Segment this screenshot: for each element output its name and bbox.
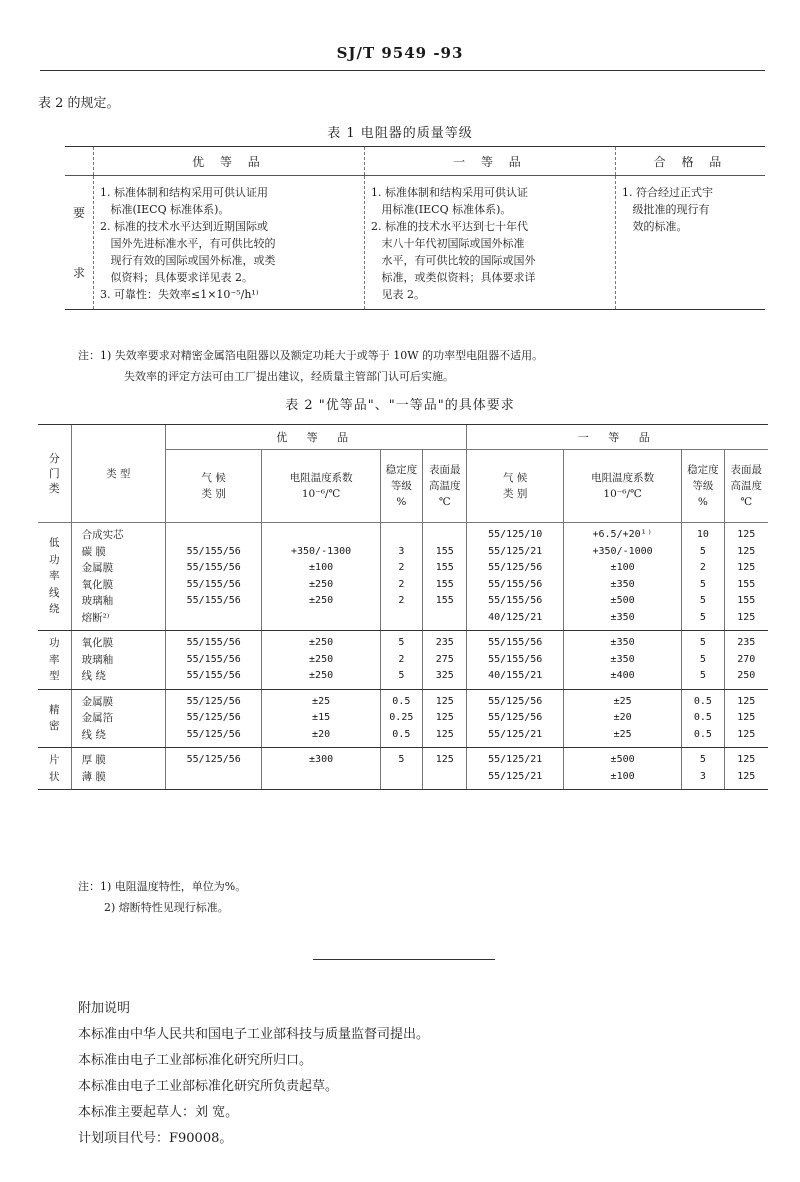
- side-label-bottom: 求: [72, 265, 85, 280]
- premium-climate-value: 55/155/56: [186, 637, 241, 648]
- first-tcr-value: ±500: [610, 595, 635, 606]
- resistor-type: 氧化膜: [81, 578, 114, 591]
- end-rule: [313, 959, 495, 960]
- premium-stability-value: 0.5: [392, 728, 411, 740]
- first-climate-cell: [467, 689, 564, 748]
- premium-temp-cell: [422, 523, 466, 631]
- group-premium: 优 等 品: [165, 425, 467, 450]
- requirement-line: 似资料；具体要求详见表 2。: [100, 271, 253, 284]
- first-tcr-cell: [563, 523, 681, 631]
- first-temp-value: 125: [737, 529, 756, 540]
- resistor-type: 碳 膜: [81, 545, 106, 558]
- first-tcr-value: ±100: [610, 562, 635, 573]
- resistor-type: 熔断²⁾: [81, 611, 110, 624]
- resistor-type: 氧化膜: [81, 637, 114, 649]
- first-tcr-cell: [563, 689, 681, 748]
- premium-stability-value: 3: [398, 545, 405, 557]
- first-tcr-value: ±350: [610, 578, 635, 590]
- premium-stability-cell: [380, 631, 422, 690]
- premium-stability-value: [381, 610, 422, 627]
- resistor-type: 薄 膜: [81, 770, 106, 783]
- premium-stability-value: 5: [398, 637, 405, 648]
- premium-temp-value: 235: [435, 637, 454, 648]
- premium-tcr-value: [262, 610, 379, 627]
- premium-temp-cell: [422, 689, 466, 748]
- premium-climate-value: 55/125/56: [186, 712, 241, 723]
- type-cell: [71, 631, 165, 690]
- first-temp-cell: [724, 523, 768, 631]
- premium-stability-value: [381, 527, 422, 544]
- first-stability-value: 5: [699, 653, 706, 665]
- premium-tcr-cell: [262, 523, 380, 631]
- first-climate-cell: [467, 523, 564, 631]
- premium-tcr-value: ±250: [309, 670, 334, 681]
- premium-temp-value: 155: [435, 595, 454, 606]
- first-tcr-value: ±500: [610, 754, 635, 765]
- first-climate-value: 55/125/21: [488, 728, 543, 740]
- requirement-line: 3. 可靠性：失效率≤1×10⁻⁵/h¹⁾: [100, 288, 259, 301]
- intro-text: 表 2 的规定。: [38, 96, 120, 111]
- premium-col-climate: 气 候 类 别: [165, 450, 262, 523]
- requirements-label: [65, 176, 94, 310]
- appendix-line: 本标准由电子工业部标准化研究所负责起草。: [78, 1079, 339, 1094]
- premium-col-tcr: 电阻温度系数 10⁻⁶/℃: [262, 450, 380, 523]
- table-row: [38, 748, 768, 790]
- premium-stability-value: [381, 769, 422, 786]
- first-stability-value: 0.5: [693, 695, 712, 707]
- resistor-type: 线 绕: [81, 670, 106, 682]
- premium-tcr-value: ±25: [312, 695, 331, 707]
- premium-temp-value: 125: [435, 728, 454, 740]
- first-climate-value: 40/155/21: [488, 670, 543, 681]
- category-label: 功 率 型: [38, 631, 71, 690]
- header-premium: 优 等 品: [94, 147, 365, 176]
- premium-climate-value: 55/155/56: [186, 562, 241, 573]
- premium-temp-value: 155: [435, 545, 454, 557]
- first-stability-cell: [682, 523, 724, 631]
- premium-stability-cell: [380, 689, 422, 748]
- premium-stability-value: 5: [398, 670, 405, 681]
- first-climate-value: 55/155/56: [488, 595, 543, 606]
- first-temp-value: 125: [737, 754, 756, 765]
- first-tcr-cell: [563, 748, 681, 790]
- resistor-type: 金属箔: [81, 712, 114, 724]
- first-stability-cell: [682, 631, 724, 690]
- requirement-line: 效的标准。: [622, 220, 688, 233]
- first-stability-value: 2: [699, 562, 706, 573]
- first-climate-value: 55/125/56: [488, 562, 543, 573]
- premium-climate-value: 55/155/56: [186, 670, 241, 681]
- premium-temp-value: [423, 610, 466, 627]
- premium-temp-value: 275: [435, 653, 454, 665]
- first-stability-value: 5: [699, 611, 706, 623]
- first-stability-value: 5: [699, 545, 706, 557]
- first-stability-cell: [682, 689, 724, 748]
- first-grade-requirements: [365, 176, 616, 310]
- premium-col-surface-temp: 表面最 高温度 ℃: [422, 450, 466, 523]
- premium-temp-value: 325: [435, 670, 454, 681]
- first-tcr-value: ±350: [610, 637, 635, 648]
- premium-tcr-value: [262, 769, 379, 786]
- first-tcr-cell: [563, 631, 681, 690]
- premium-temp-value: 125: [435, 695, 454, 707]
- requirement-line: 用标准(IECQ 标准体系)。: [371, 203, 512, 216]
- first-stability-value: 0.5: [693, 728, 712, 740]
- premium-climate-cell: [165, 631, 262, 690]
- premium-climate-value: [166, 610, 262, 627]
- premium-tcr-value: ±250: [309, 637, 334, 648]
- header-first-grade: 一 等 品: [365, 147, 616, 176]
- premium-stability-value: 2: [398, 578, 405, 590]
- col-type: 类 型: [71, 425, 165, 523]
- first-climate-cell: [467, 748, 564, 790]
- premium-stability-value: 0.5: [392, 695, 411, 707]
- first-climate-value: 55/125/21: [488, 754, 543, 765]
- type-cell: [71, 523, 165, 631]
- requirement-line: 国外先进标准水平，有可供比较的: [100, 237, 276, 250]
- requirement-line: 水平，有可供比较的国际或国外: [371, 254, 536, 267]
- premium-temp-value: [423, 527, 466, 544]
- first-climate-value: 55/125/21: [488, 545, 543, 557]
- appendix: [78, 996, 429, 1152]
- first-tcr-value: +350/-1000: [592, 545, 653, 557]
- first-temp-value: 155: [737, 595, 756, 606]
- table-row: [38, 523, 768, 631]
- first-temp-value: 125: [737, 611, 756, 623]
- first-temp-value: 125: [737, 545, 756, 557]
- premium-climate-value: [166, 527, 262, 544]
- premium-climate-cell: [165, 689, 262, 748]
- table1-notes: [78, 345, 543, 387]
- requirement-line: 末八十年代初国际或国外标准: [371, 237, 525, 250]
- table-row: [38, 631, 768, 690]
- table1-corner: [65, 147, 94, 176]
- premium-temp-value: 125: [435, 712, 454, 723]
- first-stability-value: 0.5: [693, 712, 712, 723]
- resistor-type: 金属膜: [81, 695, 114, 708]
- premium-climate-value: 55/155/56: [186, 545, 241, 557]
- first-stability-value: 5: [699, 637, 706, 648]
- appendix-line: 本标准主要起草人：刘 宽。: [78, 1105, 239, 1120]
- premium-stability-cell: [380, 748, 422, 790]
- premium-tcr-value: ±250: [309, 578, 334, 590]
- type-cell: [71, 689, 165, 748]
- first-climate-value: 55/125/10: [488, 529, 543, 540]
- premium-tcr-value: ±100: [309, 562, 334, 573]
- first-climate-cell: [467, 631, 564, 690]
- premium-tcr-cell: [262, 748, 380, 790]
- premium-climate-value: [166, 769, 262, 786]
- premium-stability-value: 2: [398, 595, 405, 606]
- first-temp-value: 125: [737, 770, 756, 782]
- first-tcr-value: ±20: [613, 712, 632, 723]
- premium-tcr-cell: [262, 689, 380, 748]
- requirement-line: 见表 2。: [371, 288, 425, 301]
- premium-temp-value: [423, 769, 466, 786]
- first-temp-value: 125: [737, 728, 756, 740]
- premium-tcr-value: [262, 527, 379, 544]
- first-temp-cell: [724, 748, 768, 790]
- table2-title: 表 2 "优等品"、"一等品"的具体要求: [285, 398, 515, 413]
- first-tcr-value: ±25: [613, 695, 632, 707]
- category-label: 片 状: [38, 748, 71, 790]
- first-grade-col-stability: 稳定度 等级 %: [682, 450, 724, 523]
- col-classification: 分 门 类: [38, 425, 71, 523]
- premium-stability-value: 5: [398, 754, 405, 765]
- first-climate-value: 40/125/21: [488, 611, 543, 623]
- first-tcr-value: ±350: [610, 611, 635, 623]
- premium-temp-value: 155: [435, 562, 454, 573]
- first-temp-value: 125: [737, 695, 756, 707]
- first-temp-value: 125: [737, 562, 756, 573]
- appendix-line: 本标准由中华人民共和国电子工业部科技与质量监督司提出。: [78, 1027, 430, 1042]
- table2-notes: [78, 876, 246, 918]
- premium-tcr-value: ±250: [309, 595, 334, 606]
- resistor-type: 厚 膜: [81, 754, 106, 766]
- premium-tcr-value: ±20: [312, 728, 331, 740]
- requirement-line: 1. 标准体制和结构采用可供认证用: [100, 186, 268, 199]
- first-temp-cell: [724, 689, 768, 748]
- appendix-line: 计划项目代号：F90008。: [78, 1131, 233, 1146]
- first-grade-col-climate: 气 候 类 别: [467, 450, 564, 523]
- resistor-type: 金属膜: [81, 562, 114, 574]
- premium-requirements: [94, 176, 365, 310]
- first-tcr-value: ±25: [613, 728, 632, 740]
- first-tcr-value: ±350: [610, 653, 635, 665]
- first-stability-value: 5: [699, 578, 706, 590]
- first-stability-value: 3: [699, 770, 706, 782]
- requirement-line: 级批准的现行有: [622, 203, 710, 216]
- group-first-grade: 一 等 品: [467, 425, 768, 450]
- first-climate-value: 55/155/56: [488, 578, 543, 590]
- table1-note-1: 注：1) 失效率要求对精密金属箔电阻器以及额定功耗大于或等于 10W 的功率型电阻器不适用。: [78, 349, 544, 362]
- premium-tcr-value: ±250: [309, 653, 334, 665]
- first-climate-value: 55/125/56: [488, 695, 543, 707]
- requirement-line: 2. 标准的技术水平达到近期国际或: [100, 220, 268, 233]
- premium-temp-value: 155: [435, 578, 454, 590]
- first-grade-col-surface-temp: 表面最 高温度 ℃: [724, 450, 768, 523]
- first-temp-value: 235: [737, 637, 756, 648]
- appendix-title: 附加说明: [78, 1001, 131, 1016]
- first-climate-value: 55/125/21: [488, 770, 543, 782]
- premium-tcr-value: ±300: [309, 754, 334, 765]
- premium-stability-value: 0.25: [389, 712, 414, 723]
- appendix-line: 本标准由电子工业部标准化研究所归口。: [78, 1053, 313, 1068]
- requirement-line: 现行有效的国际或国外标准，或类: [100, 254, 276, 267]
- first-temp-value: 125: [737, 712, 756, 723]
- first-climate-value: 55/125/56: [488, 712, 543, 723]
- first-stability-value: 5: [699, 754, 706, 765]
- table1-title: 表 1 电阻器的质量等级: [327, 126, 473, 141]
- first-stability-value: 10: [696, 529, 709, 540]
- first-climate-value: 55/155/56: [488, 637, 543, 648]
- qualified-requirements: [616, 176, 766, 310]
- resistor-type: 玻璃釉: [81, 653, 114, 666]
- premium-climate-cell: [165, 523, 262, 631]
- table-row: [38, 689, 768, 748]
- side-label-top: 要: [72, 205, 85, 220]
- premium-climate-value: 55/125/56: [186, 728, 241, 740]
- type-cell: [71, 748, 165, 790]
- premium-stability-value: 2: [398, 562, 405, 573]
- premium-climate-cell: [165, 748, 262, 790]
- premium-climate-value: 55/125/56: [186, 754, 241, 765]
- premium-climate-value: 55/125/56: [186, 695, 241, 707]
- first-temp-value: 270: [737, 653, 756, 665]
- requirement-line: 标准，或类似资料；具体要求详: [371, 271, 536, 284]
- first-tcr-value: +6.5/+20¹⁾: [592, 529, 653, 540]
- table1-note-2: 失效率的评定方法可由工厂提出建议，经质量主管部门认可后实施。: [124, 370, 454, 383]
- requirement-line: 1. 符合经过正式宇: [622, 186, 713, 199]
- resistor-type: 线 绕: [81, 728, 106, 741]
- first-climate-value: 55/155/56: [488, 653, 543, 665]
- premium-climate-value: 55/155/56: [186, 653, 241, 665]
- resistor-type: 玻璃釉: [81, 595, 114, 607]
- quality-grade-table: [65, 146, 765, 310]
- requirement-line: 标准(IECQ 标准体系)。: [100, 203, 230, 216]
- premium-stability-value: 2: [398, 653, 405, 665]
- first-tcr-value: ±400: [610, 670, 635, 681]
- first-stability-value: 5: [699, 670, 706, 681]
- document-code: SJ/T 9549 -93: [336, 44, 464, 62]
- premium-tcr-cell: [262, 631, 380, 690]
- first-temp-value: 250: [737, 670, 756, 681]
- premium-stability-cell: [380, 523, 422, 631]
- premium-tcr-value: ±15: [312, 712, 331, 723]
- first-temp-value: 155: [737, 578, 756, 590]
- resistor-type: 合成实芯: [81, 529, 124, 541]
- category-label: 精 密: [38, 689, 71, 748]
- table2-note-2: 2) 熔断特性见现行标准。: [104, 901, 229, 914]
- premium-col-stability: 稳定度 等级 %: [380, 450, 422, 523]
- first-tcr-value: ±100: [610, 770, 635, 782]
- premium-temp-value: 125: [435, 754, 454, 765]
- requirement-line: 1. 标准体制和结构采用可供认证: [371, 186, 528, 199]
- first-grade-col-tcr: 电阻温度系数 10⁻⁶/℃: [563, 450, 681, 523]
- header-rule: [40, 70, 765, 71]
- table2-note-1: 注：1) 电阻温度特性，单位为%。: [78, 880, 247, 893]
- premium-temp-cell: [422, 631, 466, 690]
- header-qualified: 合 格 品: [616, 147, 766, 176]
- first-stability-cell: [682, 748, 724, 790]
- requirement-line: 2. 标准的技术水平达到七十年代: [371, 220, 528, 233]
- premium-tcr-value: +350/-1300: [290, 545, 352, 557]
- grade-specs-table: [38, 424, 768, 790]
- first-temp-cell: [724, 631, 768, 690]
- premium-climate-value: 55/155/56: [186, 595, 241, 606]
- category-label: 低 功 率 线 绕: [38, 523, 71, 631]
- premium-climate-value: 55/155/56: [186, 578, 241, 590]
- first-stability-value: 5: [699, 595, 706, 606]
- premium-temp-cell: [422, 748, 466, 790]
